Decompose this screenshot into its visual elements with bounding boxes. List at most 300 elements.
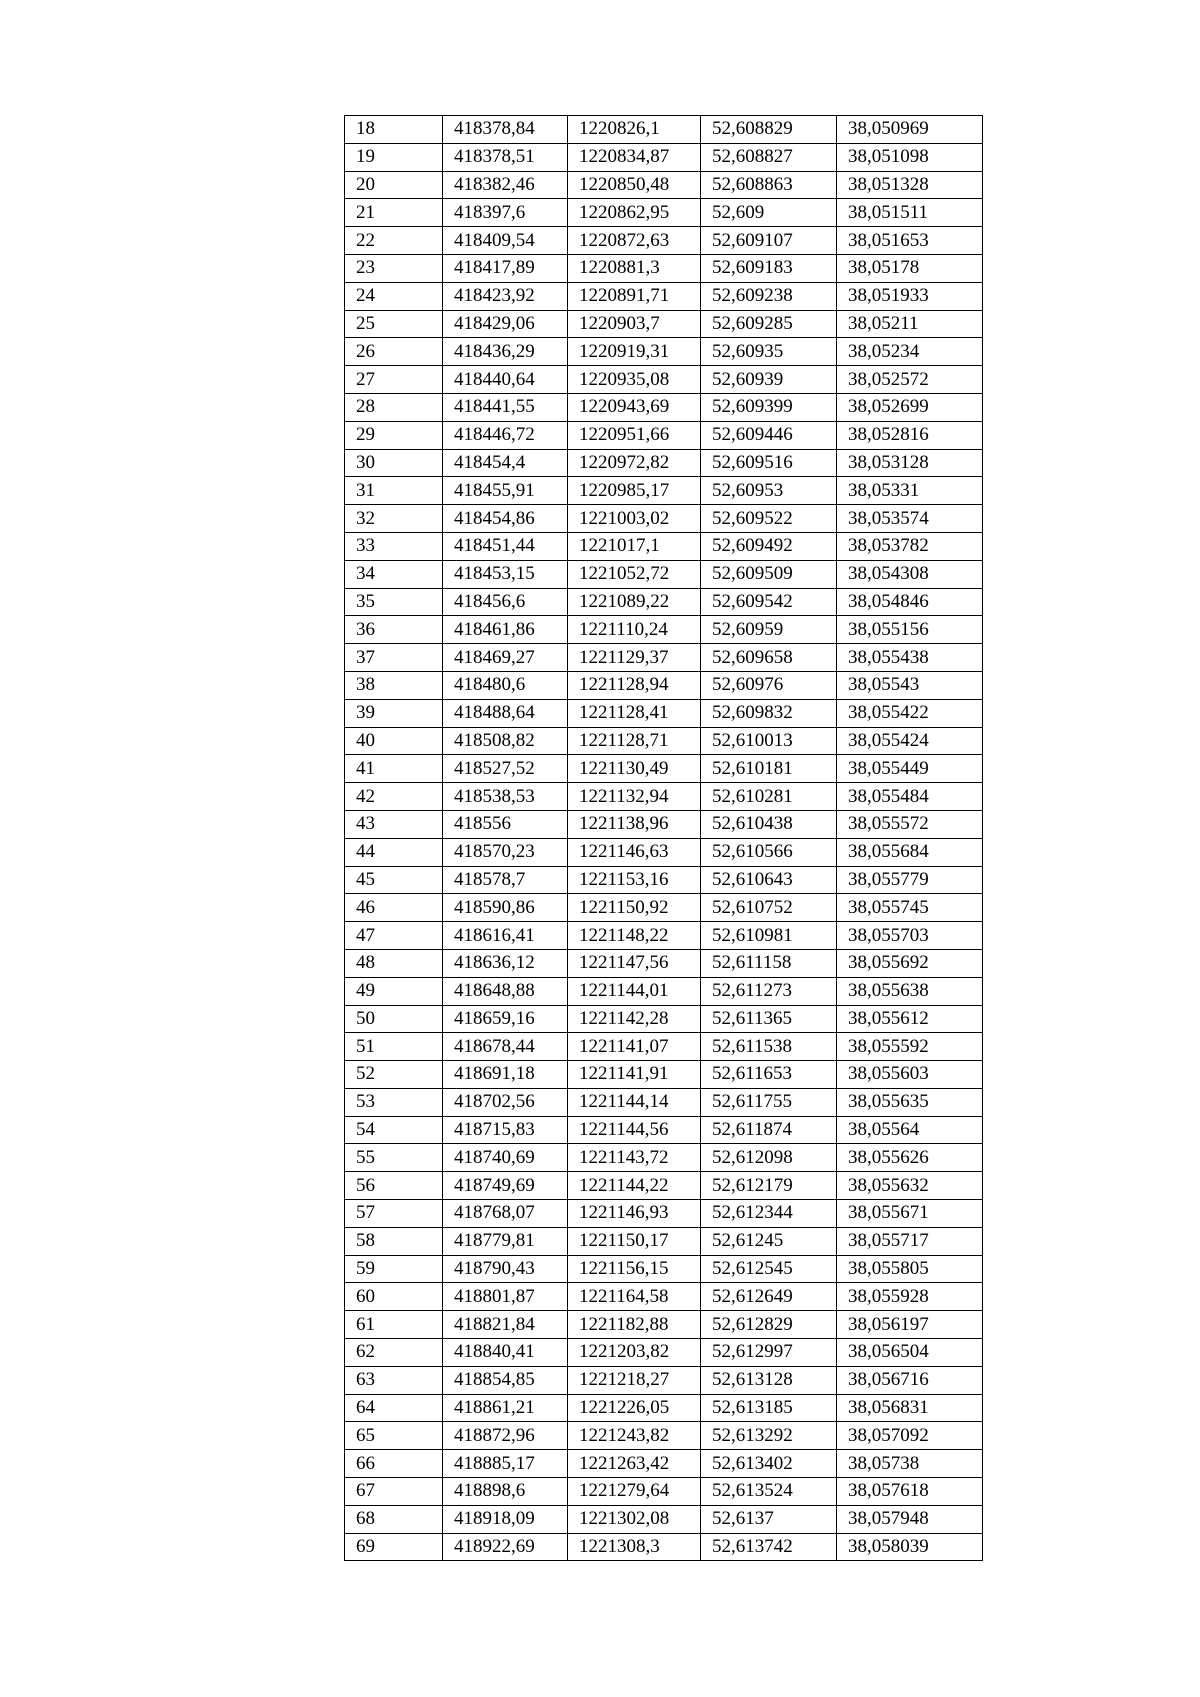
table-row <box>345 894 983 922</box>
table-row <box>345 1227 983 1255</box>
table-row <box>345 588 983 616</box>
table-row <box>345 922 983 950</box>
y-coordinate-cell: 1221142,28 <box>568 1005 701 1033</box>
point-number-cell: 50 <box>345 1005 443 1033</box>
latitude-cell: 52,611158 <box>701 949 837 977</box>
point-number-cell: 45 <box>345 866 443 894</box>
table-row <box>345 977 983 1005</box>
x-coordinate-cell: 418801,87 <box>443 1283 568 1311</box>
y-coordinate-cell: 1221128,94 <box>568 671 701 699</box>
table-row <box>345 1283 983 1311</box>
table-row <box>345 1255 983 1283</box>
longitude-cell: 38,052699 <box>837 393 983 421</box>
point-number-cell: 24 <box>345 282 443 310</box>
y-coordinate-cell: 1221144,01 <box>568 977 701 1005</box>
latitude-cell: 52,612179 <box>701 1172 837 1200</box>
y-coordinate-cell: 1221226,05 <box>568 1394 701 1422</box>
x-coordinate-cell: 418454,86 <box>443 505 568 533</box>
latitude-cell: 52,612098 <box>701 1144 837 1172</box>
y-coordinate-cell: 1221143,72 <box>568 1144 701 1172</box>
x-coordinate-cell: 418636,12 <box>443 949 568 977</box>
table-row <box>345 199 983 227</box>
longitude-cell: 38,056197 <box>837 1311 983 1339</box>
x-coordinate-cell: 418451,44 <box>443 532 568 560</box>
latitude-cell: 52,609492 <box>701 532 837 560</box>
y-coordinate-cell: 1220850,48 <box>568 171 701 199</box>
y-coordinate-cell: 1221144,14 <box>568 1088 701 1116</box>
longitude-cell: 38,058039 <box>837 1533 983 1561</box>
x-coordinate-cell: 418556 <box>443 810 568 838</box>
latitude-cell: 52,609516 <box>701 449 837 477</box>
table-row <box>345 1200 983 1228</box>
longitude-cell: 38,05564 <box>837 1116 983 1144</box>
longitude-cell: 38,052816 <box>837 421 983 449</box>
x-coordinate-cell: 418861,21 <box>443 1394 568 1422</box>
table-row <box>345 310 983 338</box>
latitude-cell: 52,613402 <box>701 1450 837 1478</box>
longitude-cell: 38,053782 <box>837 532 983 560</box>
x-coordinate-cell: 418423,92 <box>443 282 568 310</box>
latitude-cell: 52,608829 <box>701 116 837 144</box>
longitude-cell: 38,051098 <box>837 143 983 171</box>
table-row <box>345 755 983 783</box>
y-coordinate-cell: 1221146,93 <box>568 1200 701 1228</box>
x-coordinate-cell: 418378,84 <box>443 116 568 144</box>
x-coordinate-cell: 418455,91 <box>443 477 568 505</box>
latitude-cell: 52,609658 <box>701 644 837 672</box>
x-coordinate-cell: 418885,17 <box>443 1450 568 1478</box>
x-coordinate-cell: 418480,6 <box>443 671 568 699</box>
table-row <box>345 171 983 199</box>
table-row <box>345 1005 983 1033</box>
x-coordinate-cell: 418648,88 <box>443 977 568 1005</box>
point-number-cell: 21 <box>345 199 443 227</box>
table-row <box>345 477 983 505</box>
longitude-cell: 38,054846 <box>837 588 983 616</box>
point-number-cell: 39 <box>345 699 443 727</box>
y-coordinate-cell: 1221144,56 <box>568 1116 701 1144</box>
latitude-cell: 52,609183 <box>701 254 837 282</box>
point-number-cell: 58 <box>345 1227 443 1255</box>
latitude-cell: 52,613524 <box>701 1478 837 1506</box>
y-coordinate-cell: 1221128,41 <box>568 699 701 727</box>
point-number-cell: 67 <box>345 1478 443 1506</box>
latitude-cell: 52,610643 <box>701 866 837 894</box>
x-coordinate-cell: 418488,64 <box>443 699 568 727</box>
point-number-cell: 35 <box>345 588 443 616</box>
point-number-cell: 20 <box>345 171 443 199</box>
latitude-cell: 52,610566 <box>701 838 837 866</box>
point-number-cell: 61 <box>345 1311 443 1339</box>
point-number-cell: 69 <box>345 1533 443 1561</box>
x-coordinate-cell: 418616,41 <box>443 922 568 950</box>
latitude-cell: 52,611755 <box>701 1088 837 1116</box>
latitude-cell: 52,6137 <box>701 1505 837 1533</box>
y-coordinate-cell: 1221128,71 <box>568 727 701 755</box>
y-coordinate-cell: 1221132,94 <box>568 783 701 811</box>
y-coordinate-cell: 1221146,63 <box>568 838 701 866</box>
y-coordinate-cell: 1220935,08 <box>568 366 701 394</box>
point-number-cell: 34 <box>345 560 443 588</box>
x-coordinate-cell: 418538,53 <box>443 783 568 811</box>
longitude-cell: 38,05234 <box>837 338 983 366</box>
table-row <box>345 449 983 477</box>
x-coordinate-cell: 418715,83 <box>443 1116 568 1144</box>
point-number-cell: 22 <box>345 227 443 255</box>
x-coordinate-cell: 418821,84 <box>443 1311 568 1339</box>
longitude-cell: 38,055928 <box>837 1283 983 1311</box>
table-row <box>345 810 983 838</box>
longitude-cell: 38,050969 <box>837 116 983 144</box>
table-row <box>345 1394 983 1422</box>
table-row <box>345 254 983 282</box>
x-coordinate-cell: 418508,82 <box>443 727 568 755</box>
point-number-cell: 68 <box>345 1505 443 1533</box>
x-coordinate-cell: 418840,41 <box>443 1339 568 1367</box>
latitude-cell: 52,60959 <box>701 616 837 644</box>
point-number-cell: 19 <box>345 143 443 171</box>
point-number-cell: 64 <box>345 1394 443 1422</box>
x-coordinate-cell: 418702,56 <box>443 1088 568 1116</box>
longitude-cell: 38,05331 <box>837 477 983 505</box>
point-number-cell: 18 <box>345 116 443 144</box>
table-row <box>345 143 983 171</box>
table-row <box>345 1144 983 1172</box>
y-coordinate-cell: 1221302,08 <box>568 1505 701 1533</box>
point-number-cell: 28 <box>345 393 443 421</box>
table-row <box>345 1533 983 1561</box>
longitude-cell: 38,055422 <box>837 699 983 727</box>
longitude-cell: 38,056716 <box>837 1366 983 1394</box>
latitude-cell: 52,609399 <box>701 393 837 421</box>
point-number-cell: 30 <box>345 449 443 477</box>
point-number-cell: 27 <box>345 366 443 394</box>
table-row <box>345 783 983 811</box>
longitude-cell: 38,055449 <box>837 755 983 783</box>
longitude-cell: 38,056831 <box>837 1394 983 1422</box>
y-coordinate-cell: 1221089,22 <box>568 588 701 616</box>
latitude-cell: 52,612649 <box>701 1283 837 1311</box>
table-row <box>345 699 983 727</box>
x-coordinate-cell: 418922,69 <box>443 1533 568 1561</box>
table-row <box>345 1339 983 1367</box>
table-row <box>345 1478 983 1506</box>
longitude-cell: 38,055592 <box>837 1033 983 1061</box>
longitude-cell: 38,051933 <box>837 282 983 310</box>
x-coordinate-cell: 418453,15 <box>443 560 568 588</box>
longitude-cell: 38,057092 <box>837 1422 983 1450</box>
point-number-cell: 66 <box>345 1450 443 1478</box>
point-number-cell: 52 <box>345 1061 443 1089</box>
point-number-cell: 59 <box>345 1255 443 1283</box>
y-coordinate-cell: 1220826,1 <box>568 116 701 144</box>
table-row <box>345 1311 983 1339</box>
latitude-cell: 52,60953 <box>701 477 837 505</box>
table-row <box>345 616 983 644</box>
longitude-cell: 38,052572 <box>837 366 983 394</box>
latitude-cell: 52,612829 <box>701 1311 837 1339</box>
y-coordinate-cell: 1220891,71 <box>568 282 701 310</box>
x-coordinate-cell: 418527,52 <box>443 755 568 783</box>
longitude-cell: 38,051511 <box>837 199 983 227</box>
x-coordinate-cell: 418454,4 <box>443 449 568 477</box>
latitude-cell: 52,60976 <box>701 671 837 699</box>
table-row <box>345 866 983 894</box>
latitude-cell: 52,608827 <box>701 143 837 171</box>
table-row <box>345 1061 983 1089</box>
y-coordinate-cell: 1221110,24 <box>568 616 701 644</box>
longitude-cell: 38,057618 <box>837 1478 983 1506</box>
table-row <box>345 1088 983 1116</box>
table-row <box>345 1172 983 1200</box>
point-number-cell: 54 <box>345 1116 443 1144</box>
x-coordinate-cell: 418872,96 <box>443 1422 568 1450</box>
table-row <box>345 393 983 421</box>
y-coordinate-cell: 1221156,15 <box>568 1255 701 1283</box>
table-row <box>345 116 983 144</box>
x-coordinate-cell: 418409,54 <box>443 227 568 255</box>
latitude-cell: 52,609509 <box>701 560 837 588</box>
y-coordinate-cell: 1221129,37 <box>568 644 701 672</box>
table-row <box>345 1033 983 1061</box>
longitude-cell: 38,055603 <box>837 1061 983 1089</box>
x-coordinate-cell: 418461,86 <box>443 616 568 644</box>
point-number-cell: 31 <box>345 477 443 505</box>
longitude-cell: 38,055438 <box>837 644 983 672</box>
y-coordinate-cell: 1221279,64 <box>568 1478 701 1506</box>
table-row <box>345 421 983 449</box>
latitude-cell: 52,60935 <box>701 338 837 366</box>
y-coordinate-cell: 1221052,72 <box>568 560 701 588</box>
y-coordinate-cell: 1221308,3 <box>568 1533 701 1561</box>
y-coordinate-cell: 1221164,58 <box>568 1283 701 1311</box>
longitude-cell: 38,055703 <box>837 922 983 950</box>
longitude-cell: 38,055717 <box>837 1227 983 1255</box>
x-coordinate-cell: 418440,64 <box>443 366 568 394</box>
x-coordinate-cell: 418441,55 <box>443 393 568 421</box>
longitude-cell: 38,055805 <box>837 1255 983 1283</box>
table-row <box>345 1366 983 1394</box>
latitude-cell: 52,610981 <box>701 922 837 950</box>
point-number-cell: 37 <box>345 644 443 672</box>
y-coordinate-cell: 1221150,92 <box>568 894 701 922</box>
y-coordinate-cell: 1221017,1 <box>568 532 701 560</box>
point-number-cell: 53 <box>345 1088 443 1116</box>
latitude-cell: 52,609107 <box>701 227 837 255</box>
point-number-cell: 23 <box>345 254 443 282</box>
y-coordinate-cell: 1220985,17 <box>568 477 701 505</box>
latitude-cell: 52,610181 <box>701 755 837 783</box>
x-coordinate-cell: 418446,72 <box>443 421 568 449</box>
longitude-cell: 38,057948 <box>837 1505 983 1533</box>
y-coordinate-cell: 1220919,31 <box>568 338 701 366</box>
latitude-cell: 52,611365 <box>701 1005 837 1033</box>
longitude-cell: 38,051328 <box>837 171 983 199</box>
longitude-cell: 38,055484 <box>837 783 983 811</box>
latitude-cell: 52,609522 <box>701 505 837 533</box>
x-coordinate-cell: 418469,27 <box>443 644 568 672</box>
y-coordinate-cell: 1221144,22 <box>568 1172 701 1200</box>
longitude-cell: 38,055572 <box>837 810 983 838</box>
latitude-cell: 52,609832 <box>701 699 837 727</box>
latitude-cell: 52,612997 <box>701 1339 837 1367</box>
x-coordinate-cell: 418456,6 <box>443 588 568 616</box>
point-number-cell: 36 <box>345 616 443 644</box>
y-coordinate-cell: 1221182,88 <box>568 1311 701 1339</box>
table-row <box>345 949 983 977</box>
table-row <box>345 227 983 255</box>
y-coordinate-cell: 1221147,56 <box>568 949 701 977</box>
table-row <box>345 1450 983 1478</box>
y-coordinate-cell: 1221130,49 <box>568 755 701 783</box>
longitude-cell: 38,05543 <box>837 671 983 699</box>
y-coordinate-cell: 1220872,63 <box>568 227 701 255</box>
table-row <box>345 671 983 699</box>
point-number-cell: 46 <box>345 894 443 922</box>
latitude-cell: 52,613185 <box>701 1394 837 1422</box>
table-row <box>345 505 983 533</box>
y-coordinate-cell: 1220881,3 <box>568 254 701 282</box>
y-coordinate-cell: 1221150,17 <box>568 1227 701 1255</box>
latitude-cell: 52,610438 <box>701 810 837 838</box>
point-number-cell: 41 <box>345 755 443 783</box>
y-coordinate-cell: 1221243,82 <box>568 1422 701 1450</box>
y-coordinate-cell: 1220972,82 <box>568 449 701 477</box>
x-coordinate-cell: 418378,51 <box>443 143 568 171</box>
latitude-cell: 52,611874 <box>701 1116 837 1144</box>
y-coordinate-cell: 1220951,66 <box>568 421 701 449</box>
longitude-cell: 38,055745 <box>837 894 983 922</box>
longitude-cell: 38,055779 <box>837 866 983 894</box>
y-coordinate-cell: 1220903,7 <box>568 310 701 338</box>
longitude-cell: 38,056504 <box>837 1339 983 1367</box>
longitude-cell: 38,055632 <box>837 1172 983 1200</box>
x-coordinate-cell: 418578,7 <box>443 866 568 894</box>
longitude-cell: 38,055635 <box>837 1088 983 1116</box>
point-number-cell: 48 <box>345 949 443 977</box>
table-row <box>345 1505 983 1533</box>
point-number-cell: 33 <box>345 532 443 560</box>
longitude-cell: 38,051653 <box>837 227 983 255</box>
x-coordinate-cell: 418570,23 <box>443 838 568 866</box>
x-coordinate-cell: 418397,6 <box>443 199 568 227</box>
x-coordinate-cell: 418768,07 <box>443 1200 568 1228</box>
point-number-cell: 55 <box>345 1144 443 1172</box>
latitude-cell: 52,610281 <box>701 783 837 811</box>
x-coordinate-cell: 418790,43 <box>443 1255 568 1283</box>
latitude-cell: 52,613128 <box>701 1366 837 1394</box>
longitude-cell: 38,055638 <box>837 977 983 1005</box>
x-coordinate-cell: 418417,89 <box>443 254 568 282</box>
longitude-cell: 38,055692 <box>837 949 983 977</box>
x-coordinate-cell: 418678,44 <box>443 1033 568 1061</box>
latitude-cell: 52,609238 <box>701 282 837 310</box>
latitude-cell: 52,609446 <box>701 421 837 449</box>
longitude-cell: 38,05738 <box>837 1450 983 1478</box>
y-coordinate-cell: 1221153,16 <box>568 866 701 894</box>
y-coordinate-cell: 1221148,22 <box>568 922 701 950</box>
latitude-cell: 52,611653 <box>701 1061 837 1089</box>
longitude-cell: 38,055424 <box>837 727 983 755</box>
point-number-cell: 29 <box>345 421 443 449</box>
point-number-cell: 49 <box>345 977 443 1005</box>
latitude-cell: 52,610752 <box>701 894 837 922</box>
longitude-cell: 38,053128 <box>837 449 983 477</box>
latitude-cell: 52,613292 <box>701 1422 837 1450</box>
latitude-cell: 52,609285 <box>701 310 837 338</box>
point-number-cell: 25 <box>345 310 443 338</box>
point-number-cell: 57 <box>345 1200 443 1228</box>
latitude-cell: 52,612344 <box>701 1200 837 1228</box>
x-coordinate-cell: 418854,85 <box>443 1366 568 1394</box>
x-coordinate-cell: 418779,81 <box>443 1227 568 1255</box>
latitude-cell: 52,610013 <box>701 727 837 755</box>
latitude-cell: 52,612545 <box>701 1255 837 1283</box>
y-coordinate-cell: 1221141,07 <box>568 1033 701 1061</box>
table-row <box>345 282 983 310</box>
x-coordinate-cell: 418429,06 <box>443 310 568 338</box>
x-coordinate-cell: 418659,16 <box>443 1005 568 1033</box>
table-row <box>345 838 983 866</box>
y-coordinate-cell: 1221263,42 <box>568 1450 701 1478</box>
point-number-cell: 65 <box>345 1422 443 1450</box>
latitude-cell: 52,609542 <box>701 588 837 616</box>
y-coordinate-cell: 1221218,27 <box>568 1366 701 1394</box>
point-number-cell: 40 <box>345 727 443 755</box>
table-row <box>345 1116 983 1144</box>
point-number-cell: 42 <box>345 783 443 811</box>
point-number-cell: 38 <box>345 671 443 699</box>
point-number-cell: 56 <box>345 1172 443 1200</box>
point-number-cell: 62 <box>345 1339 443 1367</box>
point-number-cell: 32 <box>345 505 443 533</box>
y-coordinate-cell: 1221138,96 <box>568 810 701 838</box>
table-row <box>345 532 983 560</box>
latitude-cell: 52,61245 <box>701 1227 837 1255</box>
y-coordinate-cell: 1220834,87 <box>568 143 701 171</box>
x-coordinate-cell: 418740,69 <box>443 1144 568 1172</box>
point-number-cell: 51 <box>345 1033 443 1061</box>
x-coordinate-cell: 418691,18 <box>443 1061 568 1089</box>
latitude-cell: 52,613742 <box>701 1533 837 1561</box>
latitude-cell: 52,608863 <box>701 171 837 199</box>
y-coordinate-cell: 1220862,95 <box>568 199 701 227</box>
y-coordinate-cell: 1221003,02 <box>568 505 701 533</box>
longitude-cell: 38,055684 <box>837 838 983 866</box>
y-coordinate-cell: 1221141,91 <box>568 1061 701 1089</box>
point-number-cell: 26 <box>345 338 443 366</box>
table-row <box>345 366 983 394</box>
longitude-cell: 38,055156 <box>837 616 983 644</box>
point-number-cell: 44 <box>345 838 443 866</box>
x-coordinate-cell: 418590,86 <box>443 894 568 922</box>
latitude-cell: 52,60939 <box>701 366 837 394</box>
table-row <box>345 560 983 588</box>
coordinates-table <box>344 115 983 1561</box>
y-coordinate-cell: 1221203,82 <box>568 1339 701 1367</box>
longitude-cell: 38,055671 <box>837 1200 983 1228</box>
longitude-cell: 38,055612 <box>837 1005 983 1033</box>
longitude-cell: 38,054308 <box>837 560 983 588</box>
latitude-cell: 52,611538 <box>701 1033 837 1061</box>
table-row <box>345 727 983 755</box>
longitude-cell: 38,053574 <box>837 505 983 533</box>
longitude-cell: 38,05178 <box>837 254 983 282</box>
latitude-cell: 52,611273 <box>701 977 837 1005</box>
longitude-cell: 38,055626 <box>837 1144 983 1172</box>
coordinates-table-body <box>345 116 983 1561</box>
x-coordinate-cell: 418918,09 <box>443 1505 568 1533</box>
